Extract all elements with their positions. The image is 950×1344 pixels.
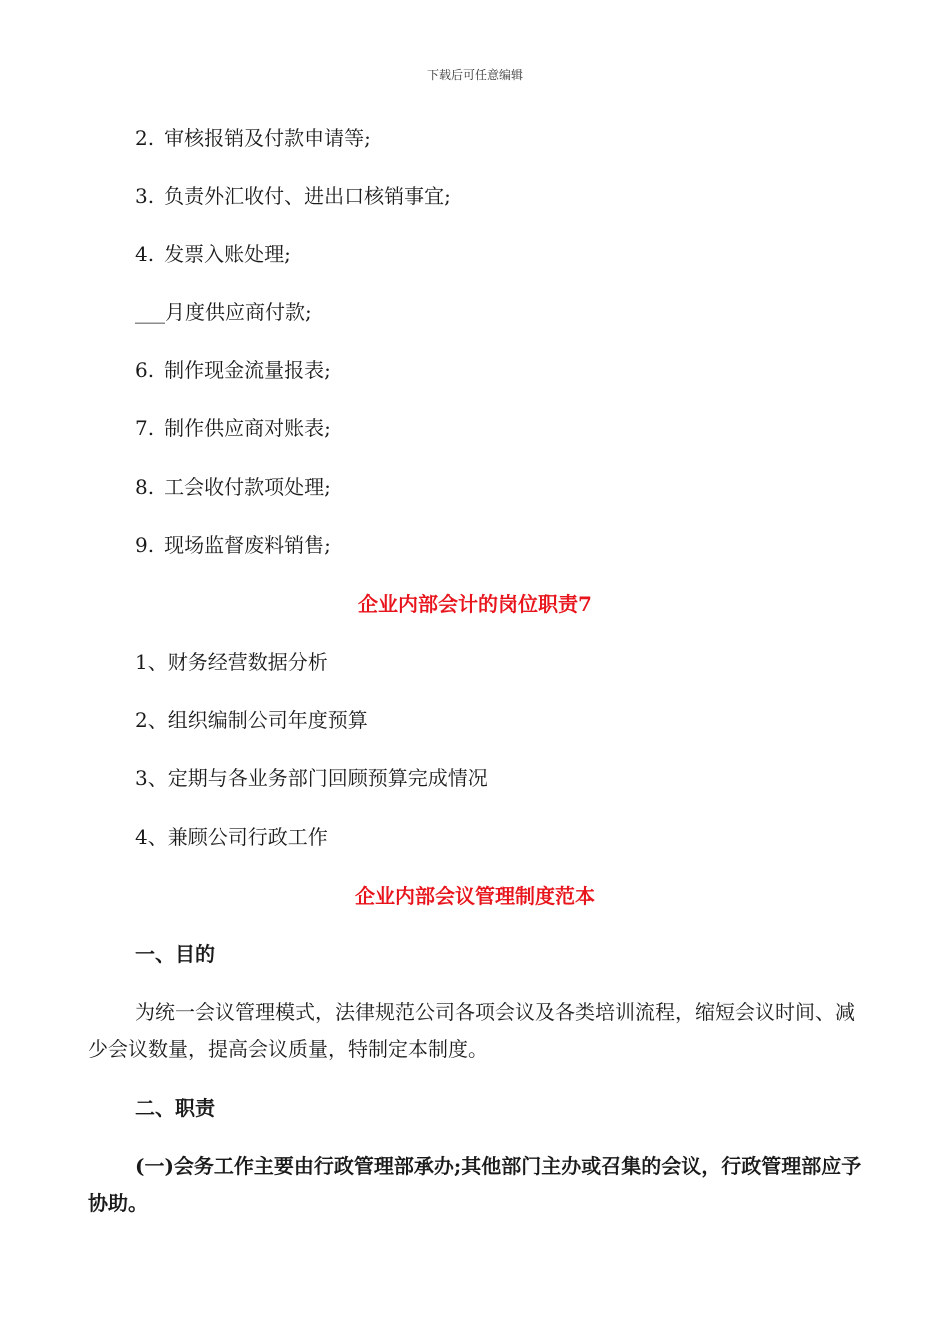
list-item-text: 制作供应商对账表; — [164, 416, 331, 440]
list-item-number: 7. — [135, 416, 155, 440]
list-item-number: 3. — [135, 184, 155, 208]
list-item-text: 制作现金流量报表; — [164, 358, 331, 382]
list-item — [135, 125, 371, 151]
list-item-text: ___月度供应商付款; — [135, 300, 312, 324]
list-item — [135, 299, 312, 325]
list-item-number: 4. — [135, 242, 155, 266]
section-title-purpose: 一、目的 — [135, 942, 215, 966]
list-item-number: 9. — [135, 533, 155, 557]
duty-item: 4、兼顾公司行政工作 — [135, 825, 328, 849]
paragraph-purpose: 为统一会议管理模式，法律规范公司各项会议及各类培训流程，缩短会议时间、减少会议数量，提高会议质量，特制定本制度。 — [88, 1000, 855, 1061]
list-item — [135, 474, 331, 500]
duty-item: 3、定期与各业务部门回顾预算完成情况 — [135, 766, 488, 790]
list-item-text: 现场监督废料销售; — [164, 533, 331, 557]
section-title-duties: 二、职责 — [135, 1096, 215, 1120]
list-item-text: 发票入账处理; — [164, 242, 291, 266]
list-item-number: 6. — [135, 358, 155, 382]
list-item-number: 2. — [135, 126, 155, 150]
list-item — [135, 183, 451, 209]
list-item — [135, 241, 291, 267]
list-item — [135, 532, 331, 558]
section-heading-red: 企业内部会计的岗位职责7 — [358, 592, 592, 616]
duty-item: 1、财务经营数据分析 — [135, 650, 328, 674]
list-item-text: 工会收付款项处理; — [164, 475, 331, 499]
page-header: 下载后可任意编辑 — [426, 68, 523, 82]
list-item — [135, 415, 331, 441]
document-title-red: 企业内部会议管理制度范本 — [355, 884, 595, 908]
duty-item: 2、组织编制公司年度预算 — [135, 708, 368, 732]
list-item-text: 审核报销及付款申请等; — [164, 126, 371, 150]
list-item — [135, 357, 331, 383]
list-item-text: 负责外汇收付、进出口核销事宜; — [164, 184, 451, 208]
paragraph-duties: (一)会务工作主要由行政管理部承办;其他部门主办或召集的会议，行政管理部应予协助。 — [88, 1154, 862, 1215]
list-item-number: 8. — [135, 475, 155, 499]
